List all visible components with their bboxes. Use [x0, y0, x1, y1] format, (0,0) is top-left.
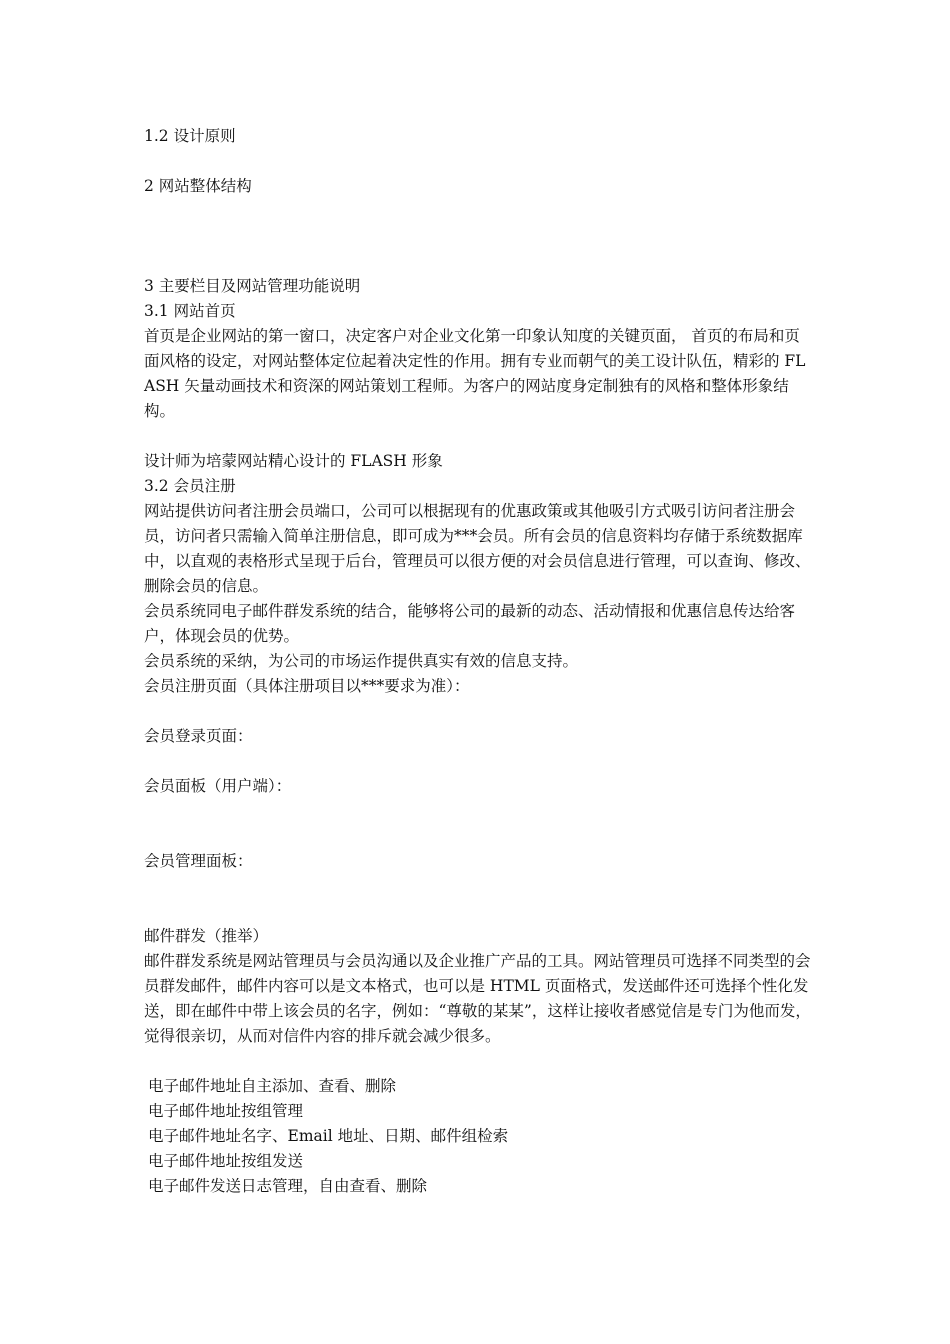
spacer [144, 699, 812, 724]
spacer [144, 424, 812, 449]
heading-homepage: 3.1 网站首页 [144, 302, 236, 320]
heading-member-registration: 3.2 会员注册 [144, 477, 236, 495]
heading-site-structure: 2 网站整体结构 [144, 177, 252, 195]
list-item: 电子邮件地址按组发送 [148, 1152, 304, 1170]
label-login-page: 会员登录页面： [144, 727, 253, 745]
paragraph-mass-mail: 邮件群发系统是网站管理员与会员沟通以及企业推广产品的工具。网站管理员可选择不同类型的会员群发邮件，邮件内容可以是文本格式，也可以是 HTML 页面格式，发送邮件还可选择个性化发送，即在邮件中带上该会员的名字，例如：“尊敬的某某”，这样让接收者感觉信是专门为他而发，觉得很亲切，从而对信件内容的排斥就会减少很多。 [144, 952, 811, 1045]
spacer [144, 749, 812, 774]
label-user-panel: 会员面板（用户端）： [144, 777, 292, 795]
list-item: 电子邮件发送日志管理，自由查看、删除 [148, 1177, 428, 1195]
label-registration-page: 会员注册页面（具体注册项目以***要求为准）： [144, 677, 470, 695]
document-body [144, 124, 812, 1199]
spacer [144, 1049, 812, 1074]
list-item: 电子邮件地址自主添加、查看、删除 [148, 1077, 397, 1095]
label-admin-panel: 会员管理面板： [144, 852, 253, 870]
spacer [144, 874, 812, 924]
spacer [144, 799, 812, 849]
paragraph-member-registration: 网站提供访问者注册会员端口，公司可以根据现有的优惠政策或其他吸引方式吸引访问者注册会员，访问者只需输入简单注册信息，即可成为***会员。所有会员的信息资料均存储于系统数据库中，以直观的表格形式呈现于后台，管理员可以很方便的对会员信息进行管理，可以查询、修改、删除会员的信息。 [144, 502, 811, 595]
paragraph-flash-image-caption: 设计师为培蒙网站精心设计的 FLASH 形象 [144, 452, 443, 470]
heading-main-sections: 3 主要栏目及网站管理功能说明 [144, 277, 361, 295]
list-item: 电子邮件地址按组管理 [148, 1102, 304, 1120]
list-item: 电子邮件地址名字、Email 地址、日期、邮件组检索 [148, 1127, 509, 1145]
paragraph-member-system-adoption: 会员系统的采纳，为公司的市场运作提供真实有效的信息支持。 [144, 652, 579, 670]
spacer [144, 149, 812, 174]
spacer [144, 199, 812, 274]
heading-design-principles: 1.2 设计原则 [144, 127, 236, 145]
heading-mass-mail: 邮件群发（推举） [144, 927, 269, 945]
paragraph-member-email-integration: 会员系统同电子邮件群发系统的结合，能够将公司的最新的动态、活动情报和优惠信息传达给客户，体现会员的优势。 [144, 602, 796, 645]
paragraph-homepage: 首页是企业网站的第一窗口，决定客户对企业文化第一印象认知度的关键页面， 首页的布局和页面风格的设定，对网站整体定位起着决定性的作用。拥有专业而朝气的美工设计队伍，精彩的 FLASH 矢量动画技术和资深的网站策划工程师。为客户的网站度身定制独有的风格和整体形象结构。 [144, 327, 806, 420]
